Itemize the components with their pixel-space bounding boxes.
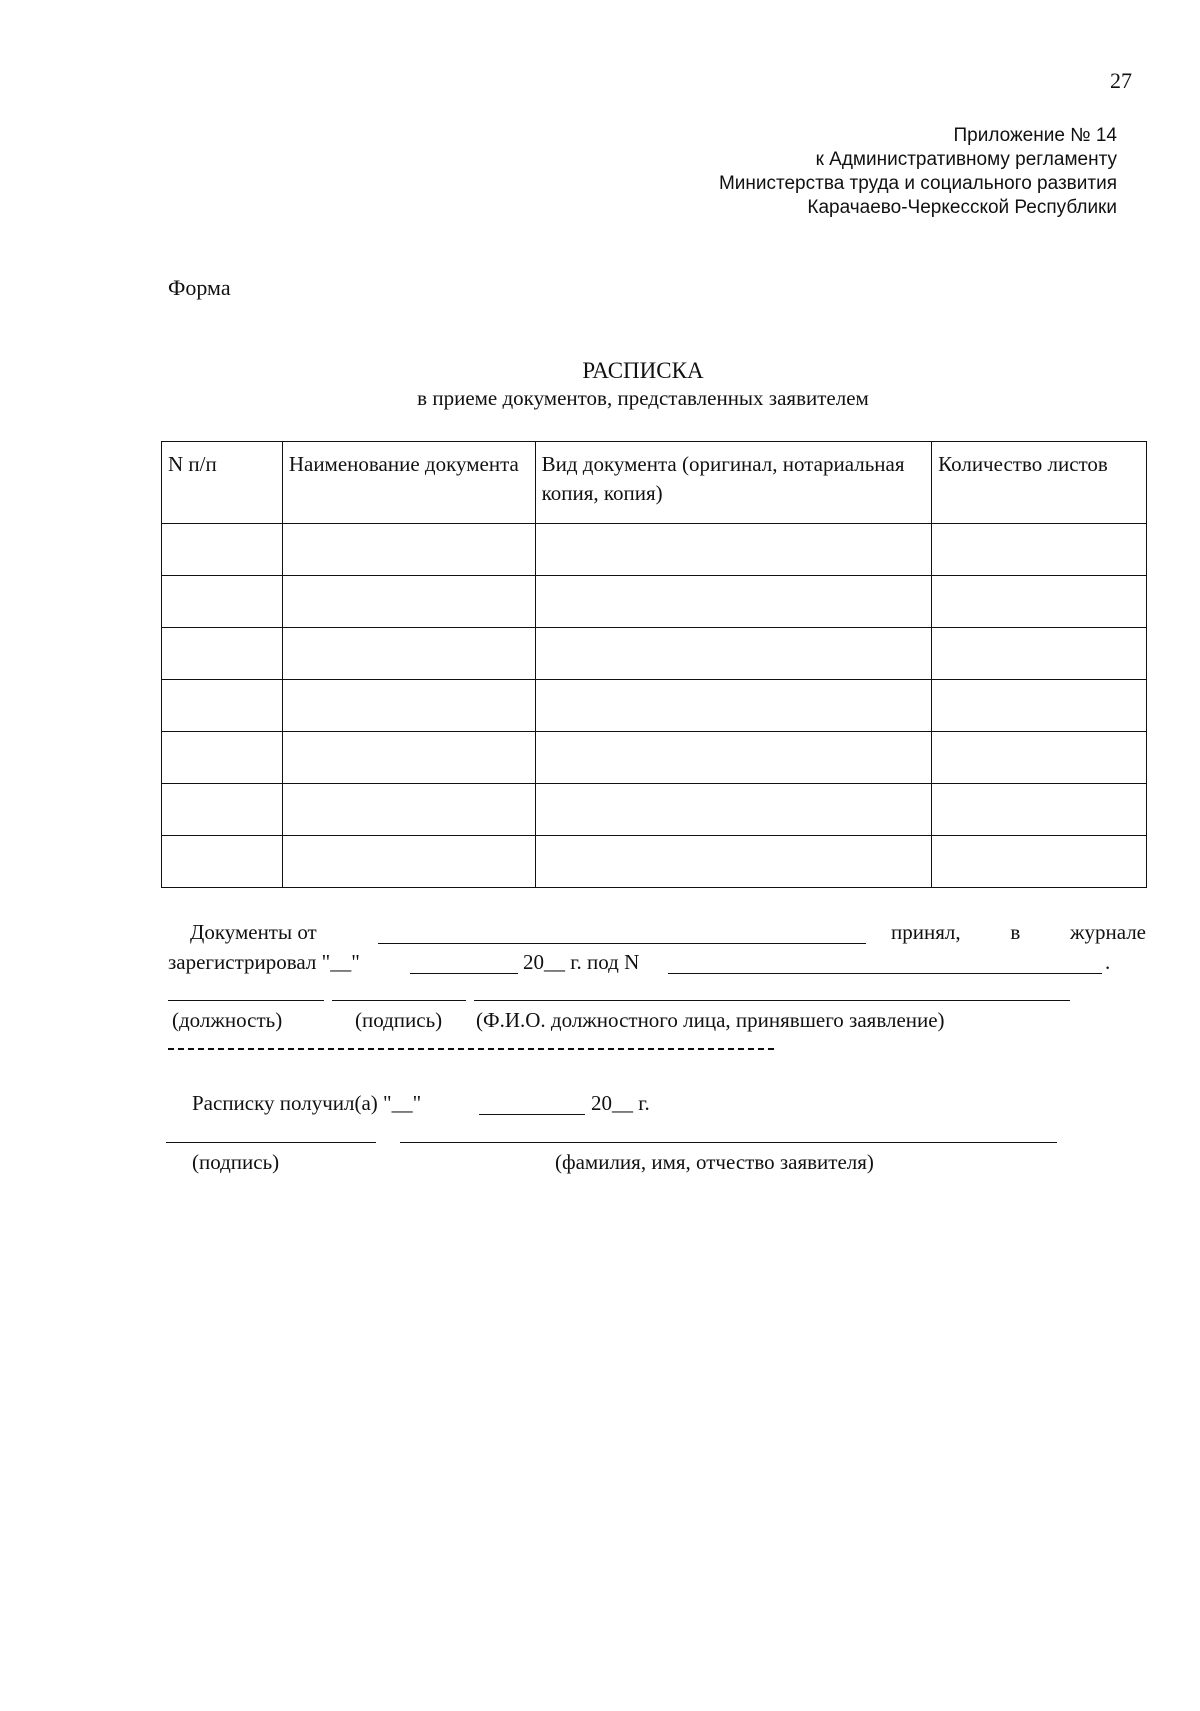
table-row [162, 836, 1147, 888]
table-cell[interactable] [162, 784, 283, 836]
table-cell[interactable] [932, 732, 1147, 784]
table-cell[interactable] [162, 732, 283, 784]
accepted-journal-label: принял, в журнале [891, 920, 1146, 944]
receipt-year-label: 20__ г. [591, 1091, 650, 1115]
applicant-field[interactable] [378, 943, 866, 944]
table-cell[interactable] [282, 628, 535, 680]
official-name-caption: (Ф.И.О. должностного лица, принявшего заявление) [476, 1008, 945, 1032]
document-title: РАСПИСКА [582, 358, 704, 383]
documents-from-label: Документы от [190, 920, 317, 944]
registered-label: зарегистрировал "__" [168, 950, 360, 974]
receipt-received-label: Расписку получил(а) "__" [192, 1091, 422, 1115]
appendix-block [517, 124, 1117, 220]
applicant-name-caption: (фамилия, имя, отчество заявителя) [555, 1150, 874, 1174]
table-cell[interactable] [932, 784, 1147, 836]
applicant-signature-caption: (подпись) [192, 1150, 280, 1174]
official-position-field[interactable] [168, 1000, 324, 1001]
registration-number-field[interactable] [668, 973, 1102, 974]
appendix-republic: Карачаево-Черкесской Республики [807, 197, 1117, 218]
table-cell[interactable] [535, 784, 932, 836]
header-document-name: Наименование документа [282, 442, 535, 524]
table-cell[interactable] [162, 680, 283, 732]
table-cell[interactable] [932, 524, 1147, 576]
table-cell[interactable] [535, 628, 932, 680]
table-cell[interactable] [162, 524, 283, 576]
header-sheet-count: Количество листов [932, 442, 1147, 524]
documents-table [161, 441, 1147, 888]
table-row [162, 576, 1147, 628]
table-cell[interactable] [535, 576, 932, 628]
table-row [162, 628, 1147, 680]
registration-year-label: 20__ г. под N [523, 950, 640, 974]
table-row [162, 784, 1147, 836]
registration-month-field[interactable] [410, 973, 518, 974]
table-cell[interactable] [932, 836, 1147, 888]
receipt-month-field[interactable] [479, 1114, 585, 1115]
position-caption: (должность) [172, 1008, 283, 1032]
table-row [162, 524, 1147, 576]
table-cell[interactable] [162, 628, 283, 680]
table-cell[interactable] [535, 732, 932, 784]
table-cell[interactable] [282, 576, 535, 628]
signature-caption: (подпись) [355, 1008, 443, 1032]
table-cell[interactable] [282, 524, 535, 576]
table-cell[interactable] [535, 836, 932, 888]
applicant-signature-field[interactable] [166, 1142, 376, 1143]
applicant-name-field[interactable] [400, 1142, 1057, 1143]
document-subtitle: в приеме документов, представленных заявителем [417, 386, 869, 410]
cut-line [168, 1048, 774, 1050]
table-cell[interactable] [932, 576, 1147, 628]
table-row [162, 732, 1147, 784]
header-number: N п/п [162, 442, 283, 524]
table-cell[interactable] [162, 576, 283, 628]
table-cell[interactable] [535, 524, 932, 576]
table-cell[interactable] [162, 836, 283, 888]
appendix-regulation: к Административному регламенту [815, 149, 1117, 170]
official-name-field[interactable] [474, 1000, 1070, 1001]
appendix-ministry: Министерства труда и социального развития [718, 173, 1117, 194]
appendix-number: Приложение № 14 [953, 125, 1117, 146]
table-cell[interactable] [535, 680, 932, 732]
table-cell[interactable] [282, 836, 535, 888]
table-cell[interactable] [282, 680, 535, 732]
form-label: Форма [168, 275, 231, 300]
registration-end: . [1105, 950, 1111, 974]
official-signature-field[interactable] [332, 1000, 466, 1001]
table-cell[interactable] [282, 732, 535, 784]
header-document-type: Вид документа (оригинал, нотариальная копия, копия) [535, 442, 932, 524]
table-cell[interactable] [282, 784, 535, 836]
table-cell[interactable] [932, 680, 1147, 732]
page-number: 27 [1110, 68, 1132, 93]
table-cell[interactable] [932, 628, 1147, 680]
table-row [162, 680, 1147, 732]
table-header-row [162, 442, 1147, 524]
